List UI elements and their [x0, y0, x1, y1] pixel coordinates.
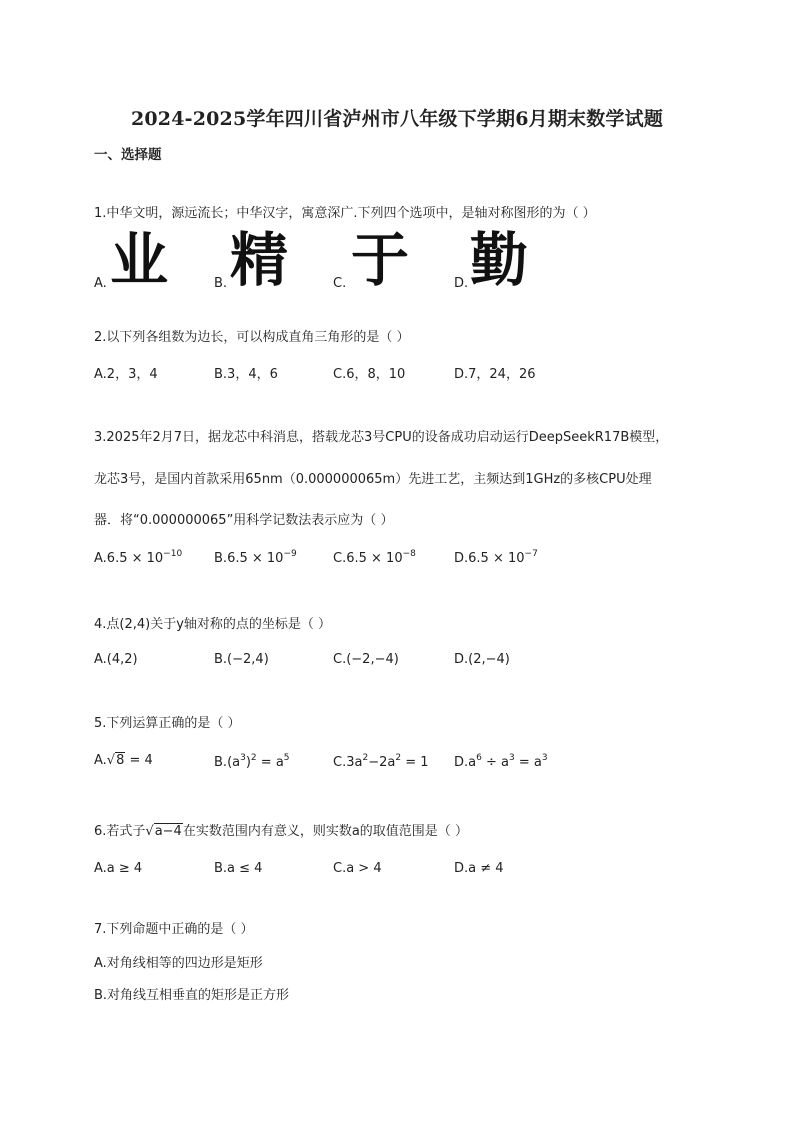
- q5-option-b-equals: = a: [256, 755, 284, 770]
- q5-option-a-rest: = 4: [125, 753, 153, 768]
- q4-option-a: A.(4,2): [94, 652, 138, 667]
- q1-option-a-char: 业: [110, 226, 169, 294]
- question-6-options: [94, 861, 694, 881]
- q5-option-b-base: (a: [227, 755, 241, 770]
- q2-option-c: C.6，8，10: [333, 367, 406, 382]
- question-4-options: [94, 652, 694, 672]
- q5-option-d: [454, 753, 548, 770]
- question-3-line-1: 3.2025年2月7日，据龙芯中科消息，搭载龙芯3号CPU的设备成功启动运行DeepSeekR17B模型，: [94, 430, 669, 445]
- q6-option-d: D.a ≠ 4: [454, 861, 504, 876]
- q3-option-c-base: 6.5 × 10: [346, 551, 403, 566]
- question-5-options: [94, 753, 694, 773]
- q5-option-c-exponent-2: 2: [395, 753, 402, 763]
- q6-option-a: A.a ≥ 4: [94, 861, 143, 876]
- q6-stem-post: 在实数范围内有意义，则实数a的取值范围是（ ）: [182, 824, 468, 839]
- q5-option-b-close-paren: ): [245, 755, 251, 770]
- q4-option-c: C.(−2,−4): [333, 652, 399, 667]
- q3-option-b-base: 6.5 × 10: [227, 551, 284, 566]
- q7-option-a: A.对角线相等的四边形是矩形: [94, 956, 263, 971]
- section-heading: 一、选择题: [94, 147, 162, 163]
- q2-option-b: B.3，4，6: [214, 367, 278, 382]
- page-title: 2024-2025学年四川省泸州市八年级下学期6月期末数学试题: [130, 108, 664, 130]
- q5-option-a: [94, 753, 153, 768]
- q5-option-d-exponent-3: 3: [541, 753, 548, 763]
- q5-option-d-term-1: a: [468, 755, 477, 770]
- q3-option-a: [94, 549, 182, 566]
- q5-option-b-outer-exponent: 2: [250, 753, 257, 763]
- q5-option-c-label: C.: [333, 755, 347, 770]
- question-3-line-3: 器．将“0.000000065”用科学记数法表示应为（ ）: [94, 513, 394, 528]
- question-2-options: [94, 363, 694, 383]
- q3-option-a-label: A.: [94, 551, 107, 566]
- q1-option-d-char: 勤: [470, 226, 529, 294]
- q1-option-b-char: 精: [230, 226, 289, 294]
- q3-option-a-base: 6.5 × 10: [106, 551, 164, 566]
- q1-option-d-label: D.: [454, 276, 469, 291]
- q5-option-c-term-2: −2a: [368, 755, 396, 770]
- q3-option-b-exponent: −9: [283, 549, 297, 559]
- q3-option-d: [454, 549, 538, 566]
- q3-option-a-exponent: −10: [163, 549, 183, 559]
- q7-option-b: B.对角线互相垂直的矩形是正方形: [94, 988, 290, 1003]
- q3-option-c: [333, 549, 416, 566]
- q5-option-d-exponent-1: 6: [476, 753, 482, 763]
- question-2-stem: 2.以下列各组数为边长，可以构成直角三角形的是（ ）: [94, 330, 410, 345]
- question-1-stem: 1.中华文明，源远流长；中华汉字，寓意深广.下列四个选项中，是轴对称图形的为（ ）: [94, 206, 596, 221]
- q5-option-c-exponent-1: 2: [362, 753, 369, 763]
- q5-option-c-result: = 1: [401, 755, 429, 770]
- q3-option-d-base: 6.5 × 10: [468, 551, 525, 566]
- question-7-stem: 7.下列命题中正确的是（ ）: [94, 922, 254, 937]
- question-5-stem: 5.下列运算正确的是（ ）: [94, 716, 241, 731]
- q5-option-b-result-exponent: 5: [283, 753, 290, 763]
- q1-option-c-char: 于: [351, 226, 410, 294]
- q5-option-d-label: D.: [454, 755, 469, 770]
- q1-option-a-label: A.: [94, 276, 107, 291]
- q3-option-d-exponent: −7: [524, 549, 538, 559]
- q3-option-c-exponent: −8: [402, 549, 416, 559]
- q2-option-d: D.7，24，26: [454, 367, 536, 382]
- q5-option-d-term-2: ÷ a: [481, 755, 509, 770]
- q2-option-a: A.2，3，4: [94, 367, 158, 382]
- q6-option-c: C.a > 4: [333, 861, 382, 876]
- q3-option-b: [214, 549, 297, 566]
- sqrt-symbol: √: [106, 753, 116, 768]
- q5-option-a-radicand: 8: [116, 753, 125, 768]
- q5-option-b-label: B.: [214, 755, 228, 770]
- q5-option-d-result: = a: [514, 755, 542, 770]
- question-4-stem: 4.点(2,4)关于y轴对称的点的坐标是（ ）: [94, 617, 332, 632]
- q5-option-d-exponent-2: 3: [508, 753, 515, 763]
- q6-stem-pre: 6.若式子: [94, 824, 146, 839]
- question-3-options: [94, 549, 694, 569]
- question-3-line-2: 龙芯3号，是国内首款采用65nm（0.000000065m）先进工艺，主频达到1GHz的多核CPU处理: [94, 472, 652, 487]
- q3-option-b-label: B.: [214, 551, 228, 566]
- q6-radicand: a−4: [154, 824, 182, 839]
- q4-option-d: D.(2,−4): [454, 652, 510, 667]
- q1-option-c-label: C.: [333, 276, 347, 291]
- q1-option-b-label: B.: [214, 276, 228, 291]
- q5-option-b: [214, 753, 290, 770]
- q5-option-b-inner-exponent: 3: [240, 753, 246, 763]
- q5-option-a-label: A.: [94, 753, 107, 768]
- q6-option-b: B.a ≤ 4: [214, 861, 263, 876]
- q4-option-b: B.(−2,4): [214, 652, 269, 667]
- q5-option-c: [333, 753, 429, 770]
- q5-option-c-term-1: 3a: [346, 755, 363, 770]
- question-6-stem: [94, 822, 468, 842]
- q3-option-d-label: D.: [454, 551, 469, 566]
- sqrt-symbol: √: [145, 824, 154, 839]
- q3-option-c-label: C.: [333, 551, 347, 566]
